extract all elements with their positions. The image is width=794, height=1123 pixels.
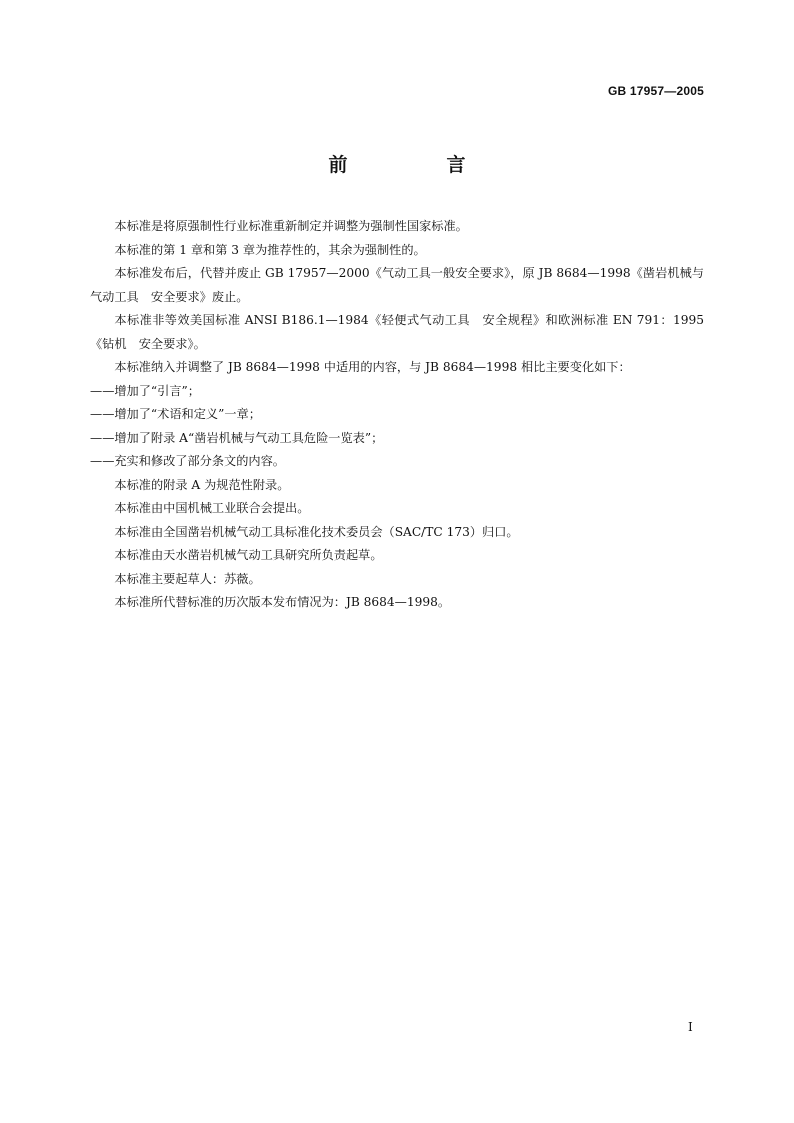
change-item-3: ——增加了附录 A“凿岩机械与气动工具危险一览表”； (90, 430, 384, 445)
paragraph-7: 本标准由中国机械工业联合会提出。 (114, 501, 310, 515)
change-item-2: ——增加了“术语和定义”一章； (90, 407, 261, 421)
paragraph-4: 本标准非等效美国标准 ANSI B186.1—1984《轻便式气动工具 安全规程》和欧洲标准 EN 791：1995《钻机 安全要求》。 (90, 313, 704, 351)
standard-code: GB 17957—2005 (608, 84, 704, 98)
change-item-4: ——充实和修改了部分条文的内容。 (90, 454, 285, 468)
page-title: 前 言 (328, 154, 506, 176)
paragraph-11: 本标准所代替标准的历次版本发布情况为：JB 8684—1998。 (114, 595, 451, 609)
paragraph-10: 本标准主要起草人：苏薇。 (114, 571, 261, 586)
paragraph-1: 本标准是将原强制性行业标准重新制定并调整为强制性国家标准。 (114, 219, 468, 233)
paragraph-9: 本标准由天水凿岩机械气动工具研究所负责起草。 (114, 548, 383, 562)
page-number: I (688, 1020, 693, 1034)
foreword-body (90, 215, 704, 615)
change-item-1: ——增加了“引言”； (90, 383, 200, 398)
paragraph-2: 本标准的第 1 章和第 3 章为推荐性的，其余为强制性的。 (114, 242, 426, 257)
paragraph-5: 本标准纳入并调整了 JB 8684—1998 中适用的内容，与 JB 8684—1998 相比主要变化如下： (114, 360, 631, 374)
paragraph-3: 本标准发布后，代替并废止 GB 17957—2000《气动工具一般安全要求》，原 JB 8684—1998《凿岩机械与气动工具 安全要求》废止。 (90, 266, 704, 304)
paragraph-8: 本标准由全国凿岩机械气动工具标准化技术委员会（SAC/TC 173）归口。 (114, 524, 519, 539)
paragraph-6: 本标准的附录 A 为规范性附录。 (114, 477, 290, 492)
